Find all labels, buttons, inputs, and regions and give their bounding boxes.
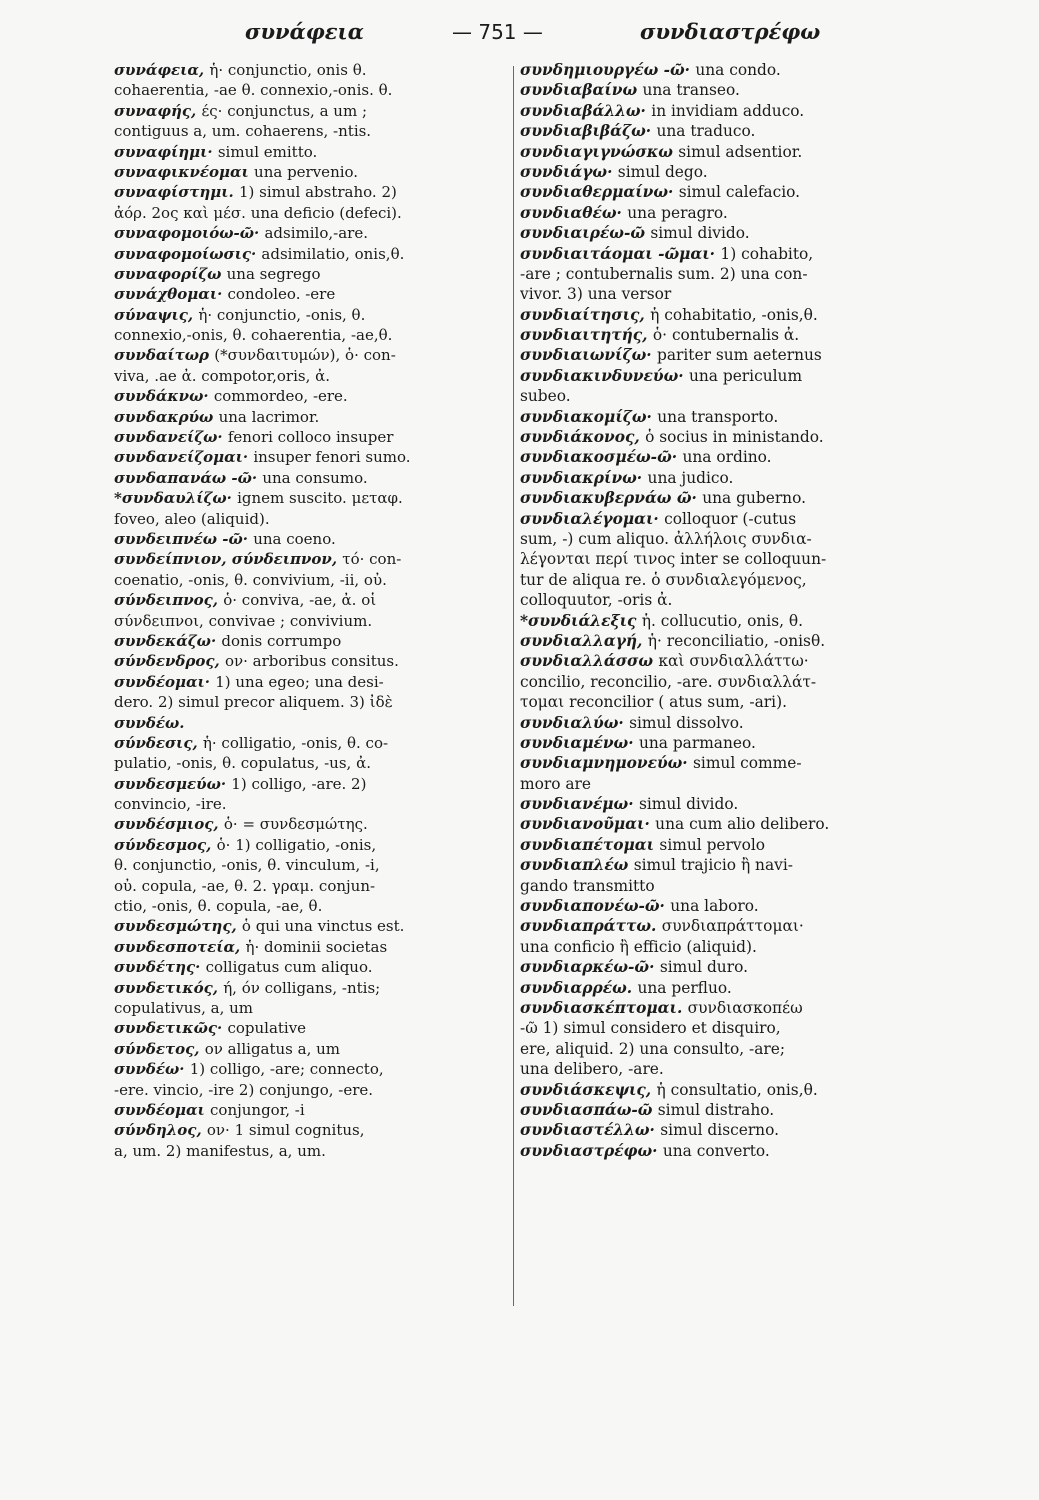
- headword: συνδιανέμω·: [520, 795, 639, 814]
- entry-line: [114, 896, 506, 916]
- definition: simul emitto.: [217, 142, 318, 161]
- headword: συνδαίτωρ: [114, 346, 215, 365]
- entry-line: [520, 692, 912, 712]
- definition: una perfluo.: [637, 978, 732, 997]
- headword: συνδιαστρέφω·: [520, 1141, 663, 1160]
- entry-line: [114, 80, 506, 100]
- definition: σύνδειπνοι, convivae ; convivium.: [114, 611, 373, 630]
- entry-line: [114, 427, 506, 447]
- entry-line: [114, 733, 506, 753]
- definition: una laboro.: [670, 897, 759, 916]
- entry-line: [520, 1059, 912, 1079]
- headword: συνδιακυβερνάω ῶ·: [520, 489, 703, 508]
- definition: subeo.: [520, 387, 571, 406]
- headword: συνδανείζω·: [114, 428, 228, 447]
- entry-line: [520, 60, 912, 80]
- definition: una ordino.: [682, 448, 772, 467]
- entry-line: [114, 447, 506, 467]
- entry-line: [114, 713, 506, 733]
- entry-line: [520, 713, 912, 733]
- entry-line: [520, 386, 912, 406]
- entry-line: [114, 611, 506, 631]
- definition: una pervenio.: [254, 162, 359, 181]
- entry-line: [520, 488, 912, 508]
- entry-line: [520, 244, 912, 264]
- definition: copulative: [227, 1019, 307, 1038]
- entry-line: [520, 896, 912, 916]
- entry-line: [114, 407, 506, 427]
- definition: τό· con-: [342, 550, 402, 569]
- entry-line: [520, 366, 912, 386]
- headword: συνδεσμώτης,: [114, 917, 242, 936]
- entry-line: [520, 611, 912, 631]
- definition: una transporto.: [657, 407, 779, 426]
- definition: donis corrumpo: [221, 631, 342, 650]
- entry-line: [114, 366, 506, 386]
- entry-line: [520, 651, 912, 671]
- definition: ctio, -onis, θ. copula, -ae, θ.: [114, 897, 323, 916]
- definition: θ. conjunctio, -onis, θ. vinculum, -i,: [114, 856, 380, 875]
- entry-line: [114, 121, 506, 141]
- definition: connexio,-onis, θ. cohaerentia, -ae,θ.: [114, 326, 393, 345]
- entry-line: [114, 509, 506, 529]
- definition: una transeo.: [642, 81, 740, 100]
- entry-line: [520, 835, 912, 855]
- definition: simul dego.: [617, 162, 708, 181]
- entry-line: [520, 590, 912, 610]
- entry-line: [114, 488, 506, 508]
- definition: una converto.: [662, 1141, 770, 1160]
- headword: συνάχθομαι·: [114, 285, 228, 304]
- entry-line: [114, 468, 506, 488]
- entry-line: [114, 570, 506, 590]
- definition: ὁ· = συνδεσμώτης.: [223, 815, 368, 834]
- headword: συναφικνέομαι: [114, 162, 255, 181]
- definition: ἡ· conjunctio, -onis, θ.: [198, 305, 366, 324]
- headword: συνδεκάζω·: [114, 631, 222, 650]
- definition: ignem suscito. μεταφ.: [237, 489, 403, 508]
- headword: συναφίημι·: [114, 142, 218, 161]
- definition: fenori colloco insuper: [227, 428, 394, 447]
- headword: συνδιαβάλλω·: [520, 101, 652, 120]
- definition: καὶ συνδιαλλάττω·: [658, 652, 809, 671]
- entry-line: [520, 529, 912, 549]
- headword: συνδιασκέπτομαι.: [520, 998, 688, 1017]
- entry-line: [114, 60, 506, 80]
- entry-line: [520, 916, 912, 936]
- running-head-right: συνδιαστρέφω: [640, 19, 821, 44]
- entry-line: [114, 794, 506, 814]
- entry-line: [114, 590, 506, 610]
- entry-line: [114, 835, 506, 855]
- headword: συνδιαιτητής,: [520, 326, 653, 345]
- entry-line: [520, 427, 912, 447]
- entry-line: [114, 916, 506, 936]
- entry-line: [520, 957, 912, 977]
- definition: moro are: [520, 774, 592, 793]
- headword: συνδέω·: [114, 1060, 190, 1079]
- definition: una traduco.: [656, 122, 756, 141]
- definition: ὁ· 1) colligatio, -onis,: [216, 835, 377, 854]
- definition: οὐ. copula, -ae, θ. 2. γραμ. conjun-: [114, 876, 376, 895]
- definition: commordeo, -ere.: [213, 387, 348, 406]
- headword: σύνδηλος,: [114, 1121, 207, 1140]
- entry-line: [520, 631, 912, 651]
- entry-line: [114, 529, 506, 549]
- entry-line: [520, 1039, 912, 1059]
- definition: pariter sum aeternus: [656, 346, 822, 365]
- definition: simul comme-: [693, 754, 802, 773]
- entry-line: [114, 1100, 506, 1120]
- definition: 1) una egeo; una desi-: [215, 672, 384, 691]
- definition: sum, -) cum aliquo. ἀλλήλοις συνδια-: [520, 529, 812, 548]
- definition: ές· conjunctus, a um ;: [201, 101, 367, 120]
- entry-line: [114, 549, 506, 569]
- headword: συνδειπνέω -ῶ·: [114, 529, 254, 548]
- entry-line: [520, 549, 912, 569]
- headword: συνδέσμιος,: [114, 815, 224, 834]
- entry-line: [520, 937, 912, 957]
- definition: una parmaneo.: [638, 733, 756, 752]
- definition: ὁ· conviva, -ae, ἀ. οἱ: [223, 591, 377, 610]
- entry-line: [520, 407, 912, 427]
- definition: simul distraho.: [657, 1100, 775, 1119]
- entry-line: [520, 1141, 912, 1161]
- headword: συνδετικῶς·: [114, 1019, 228, 1038]
- definition: (*συνδαιτυμών), ὁ· con-: [214, 346, 396, 365]
- definition: ἡ· dominii societas: [245, 937, 388, 956]
- definition: ὁ qui una vinctus est.: [241, 917, 405, 936]
- entry-line: [520, 142, 912, 162]
- headword: συνδέομαι·: [114, 672, 216, 691]
- definition: condoleo. -ere: [227, 285, 336, 304]
- headword: *συνδιάλεξις: [520, 611, 642, 630]
- entry-line: [520, 121, 912, 141]
- definition: -ῶ 1) simul considero et disquiro,: [520, 1019, 781, 1038]
- definition: ἡ· conjunctio, onis θ.: [209, 61, 367, 79]
- definition: una condo.: [695, 61, 781, 79]
- entry-line: [520, 998, 912, 1018]
- definition: in invidiam adduco.: [651, 101, 805, 120]
- running-head-left: συνάφεια: [245, 19, 364, 44]
- definition: adsimilo,-are.: [264, 224, 368, 243]
- headword: συνδιαθέω·: [520, 203, 628, 222]
- entry-line: [520, 733, 912, 753]
- entry-line: [114, 284, 506, 304]
- headword: σύνδεσις,: [114, 733, 203, 752]
- entry-line: [114, 1018, 506, 1038]
- entry-line: [114, 142, 506, 162]
- headword: συνδιαβιβάζω·: [520, 122, 657, 141]
- definition: ἡ cohabitatio, -onis,θ.: [650, 305, 818, 324]
- headword: συναφομοιόω-ῶ·: [114, 224, 265, 243]
- headword: συνδιακρίνω·: [520, 468, 648, 487]
- headword: συνδείπνιον, σύνδειπνον,: [114, 550, 343, 569]
- entry-line: [520, 182, 912, 202]
- definition: una guberno.: [702, 489, 806, 508]
- headword: συνδετικός,: [114, 978, 224, 997]
- headword: συνδεσποτεία,: [114, 937, 246, 956]
- definition: ἡ. collucutio, onis, θ.: [641, 611, 804, 630]
- definition: convincio, -ire.: [114, 795, 227, 814]
- entry-line: [114, 814, 506, 834]
- headword: συνδανείζομαι·: [114, 448, 254, 467]
- entry-line: [114, 101, 506, 121]
- headword: συνδιαιτάομαι -ῶμαι·: [520, 244, 721, 263]
- entry-line: [520, 1120, 912, 1140]
- definition: ἡ· reconciliatio, -onisθ.: [647, 631, 826, 650]
- headword: συνδιαβαίνω: [520, 81, 643, 100]
- right-column: [520, 60, 912, 1161]
- headword: συνδιαλλάσσω: [520, 652, 659, 671]
- entry-line: [520, 774, 912, 794]
- definition: -are ; contubernalis sum. 2) una con-: [520, 264, 808, 283]
- entry-line: [114, 876, 506, 896]
- definition: simul adsentior.: [678, 142, 803, 161]
- definition: copulativus, a, um: [114, 998, 253, 1017]
- definition: λέγονται περί τινος inter se colloquun-: [520, 550, 827, 569]
- definition: simul calefacio.: [678, 183, 801, 202]
- headword: συνδιαμνημονεύω·: [520, 754, 694, 773]
- definition: simul pervolo: [659, 835, 766, 854]
- headword: σύνδετος,: [114, 1039, 205, 1058]
- entry-line: [114, 223, 506, 243]
- headword: συνδέομαι: [114, 1100, 211, 1119]
- entry-line: [114, 345, 506, 365]
- entry-line: [114, 305, 506, 325]
- definition: una lacrimor.: [218, 407, 320, 426]
- headword: συνδιαλλαγή,: [520, 631, 648, 650]
- entry-line: [520, 753, 912, 773]
- headword: συνδεσμεύω·: [114, 774, 232, 793]
- definition: gando transmitto: [520, 876, 655, 895]
- headword: συνδιαλύω·: [520, 713, 630, 732]
- definition: -ere. vincio, -ire 2) conjungo, -ere.: [114, 1080, 374, 1099]
- definition: una segrego: [226, 264, 321, 283]
- definition: simul trajicio ἢ navi-: [633, 856, 793, 875]
- left-column: [114, 60, 506, 1161]
- headword: συνδιαπλέω: [520, 856, 634, 875]
- definition: contiguus a, um. cohaerens, -ntis.: [114, 122, 372, 141]
- entry-line: [114, 1120, 506, 1140]
- entry-line: [520, 794, 912, 814]
- column-divider: [513, 66, 514, 1306]
- headword: συνδιάγω·: [520, 162, 618, 181]
- definition: pulatio, -onis, θ. copulatus, -us, ἀ.: [114, 754, 371, 773]
- definition: coenatio, -onis, θ. convivium, -ii, οὐ.: [114, 570, 387, 589]
- definition: una judico.: [647, 468, 734, 487]
- definition: viva, .ae ἀ. compotor,oris, ἀ.: [114, 366, 331, 385]
- definition: una cum alio delibero.: [655, 815, 830, 834]
- entry-line: [520, 223, 912, 243]
- headword: συνδιαμένω·: [520, 733, 639, 752]
- definition: una delibero, -are.: [520, 1060, 664, 1079]
- entry-line: [520, 978, 912, 998]
- entry-line: [520, 672, 912, 692]
- entry-line: [114, 386, 506, 406]
- entry-line: [520, 101, 912, 121]
- entry-line: [114, 1080, 506, 1100]
- headword: συνδιάκονος,: [520, 428, 646, 447]
- headword: σύνδεσμος,: [114, 835, 217, 854]
- definition: ὁ· contubernalis ἀ.: [652, 326, 800, 345]
- definition: ἀόρ. 2ος καὶ μέσ. una deficio (defeci).: [114, 203, 402, 222]
- definition: una periculum: [688, 366, 803, 385]
- page-number: — 751 —: [452, 20, 543, 44]
- entry-line: [114, 325, 506, 345]
- headword: συναφομοίωσις·: [114, 244, 262, 263]
- entry-line: [520, 345, 912, 365]
- definition: 1) simul abstraho. 2): [239, 183, 397, 202]
- definition: ἡ· colligatio, -onis, θ. co-: [202, 733, 389, 752]
- headword: συνδιαίτησις,: [520, 305, 651, 324]
- definition: ἡ consultatio, onis,θ.: [656, 1080, 818, 1099]
- definition: simul dissolvo.: [629, 713, 744, 732]
- definition: una consumo.: [262, 468, 368, 487]
- headword: σύναψις,: [114, 305, 199, 324]
- entry-line: [114, 182, 506, 202]
- entry-line: [114, 692, 506, 712]
- entry-line: [114, 998, 506, 1018]
- definition: 1) cohabito,: [720, 244, 814, 263]
- definition: συνδιαπράττομαι·: [661, 917, 804, 936]
- definition: vivor. 3) una versor: [520, 285, 672, 304]
- headword: συνδημιουργέω -ῶ·: [520, 61, 696, 79]
- definition: una conficio ἢ efficio (aliquid).: [520, 937, 757, 956]
- definition: colloquutor, -oris ἀ.: [520, 591, 673, 610]
- entry-line: [520, 80, 912, 100]
- entry-line: [520, 284, 912, 304]
- definition: adsimilatio, onis,θ.: [261, 244, 405, 263]
- headword: συνδέτης·: [114, 958, 206, 977]
- entry-line: [114, 264, 506, 284]
- headword: συνδιαρρέω.: [520, 978, 638, 997]
- entry-line: [114, 651, 506, 671]
- definition: ere, aliquid. 2) una consulto, -are;: [520, 1039, 786, 1058]
- headword: συνάφεια,: [114, 61, 210, 79]
- headword: συνδιαλέγομαι·: [520, 509, 665, 528]
- definition: cohaerentia, -ae θ. connexio,-onis. θ.: [114, 81, 393, 100]
- entry-line: [114, 1141, 506, 1161]
- definition: ον· 1 simul cognitus,: [206, 1121, 365, 1140]
- definition: 1) colligo, -are. 2): [231, 774, 367, 793]
- definition: tur de aliqua re. ὁ συνδιαλεγόμενος,: [520, 570, 807, 589]
- headword: συνδαπανάω -ῶ·: [114, 468, 263, 487]
- entry-line: [114, 203, 506, 223]
- headword: συνδιαπέτομαι: [520, 835, 660, 854]
- headword: *συνδαυλίζω·: [114, 489, 238, 508]
- entry-line: [520, 162, 912, 182]
- definition: ον· arboribus consitus.: [224, 652, 399, 671]
- entry-line: [114, 753, 506, 773]
- headword: συνδιαπονέω-ῶ·: [520, 897, 671, 916]
- entry-line: [114, 672, 506, 692]
- headword: συνδιακινδυνεύω·: [520, 366, 689, 385]
- headword: συνδιαγιγνώσκω: [520, 142, 679, 161]
- headword: συνδιανοῦμαι·: [520, 815, 656, 834]
- definition: simul divido.: [650, 224, 750, 243]
- entry-line: [114, 937, 506, 957]
- definition: conjungor, -i: [210, 1100, 305, 1119]
- definition: συνδιασκοπέω: [687, 998, 803, 1017]
- headword: σύνδειπνος,: [114, 591, 224, 610]
- definition: a, um. 2) manifestus, a, um.: [114, 1141, 326, 1160]
- entry-line: [114, 244, 506, 264]
- definition: dero. 2) simul precor aliquem. 3) ἰδὲ: [114, 693, 393, 712]
- definition: colloquor (-cutus: [664, 509, 797, 528]
- entry-line: [520, 855, 912, 875]
- entry-line: [520, 305, 912, 325]
- headword: συνδέω.: [114, 713, 185, 732]
- entry-line: [520, 468, 912, 488]
- definition: concilio, reconcilio, -are. συνδιαλλάτ-: [520, 672, 817, 691]
- entry-line: [114, 774, 506, 794]
- entry-line: [114, 1059, 506, 1079]
- entry-line: [114, 631, 506, 651]
- definition: foveo, aleo (aliquid).: [114, 509, 270, 528]
- definition: una coeno.: [253, 529, 336, 548]
- headword: συνδιαιωνίζω·: [520, 346, 657, 365]
- headword: συναφίστημι.: [114, 183, 239, 202]
- entry-line: [520, 1080, 912, 1100]
- headword: συνδιακομίζω·: [520, 407, 658, 426]
- headword: συνδιαιρέω-ῶ: [520, 224, 651, 243]
- entry-line: [114, 162, 506, 182]
- definition: 1) colligo, -are; connecto,: [189, 1060, 384, 1079]
- entry-line: [114, 957, 506, 977]
- entry-line: [520, 325, 912, 345]
- headword: συνδιασπάω-ῶ: [520, 1100, 658, 1119]
- entry-line: [520, 203, 912, 223]
- headword: συνδάκνω·: [114, 387, 214, 406]
- entry-line: [520, 814, 912, 834]
- headword: συναφορίζω: [114, 264, 227, 283]
- entry-line: [520, 509, 912, 529]
- headword: συνδιαπράττω.: [520, 917, 662, 936]
- definition: ή, όν colligans, -ntis;: [223, 978, 381, 997]
- entry-line: [520, 447, 912, 467]
- definition: ον alligatus a, um: [204, 1039, 341, 1058]
- entry-line: [114, 978, 506, 998]
- definition: simul divido.: [638, 795, 739, 814]
- headword: συνδιακοσμέω-ῶ·: [520, 448, 683, 467]
- entry-line: [114, 855, 506, 875]
- definition: colligatus cum aliquo.: [205, 958, 373, 977]
- headword: συνδιάσκεψις,: [520, 1080, 657, 1099]
- definition: simul discerno.: [660, 1121, 779, 1140]
- headword: σύνδενδρος,: [114, 652, 225, 671]
- headword: συνδιαστέλλω·: [520, 1121, 661, 1140]
- definition: una peragro.: [627, 203, 728, 222]
- entry-line: [114, 1039, 506, 1059]
- entry-line: [520, 1018, 912, 1038]
- definition: simul duro.: [659, 958, 748, 977]
- headword: συνδιαθερμαίνω·: [520, 183, 679, 202]
- headword: συνδακρύω: [114, 407, 219, 426]
- entry-line: [520, 264, 912, 284]
- definition: τομαι reconcilior ( atus sum, -ari).: [520, 693, 787, 712]
- headword: συναφής,: [114, 101, 202, 120]
- entry-line: [520, 1100, 912, 1120]
- definition: insuper fenori sumo.: [253, 448, 411, 467]
- definition: ὁ socius in ministando.: [645, 428, 824, 447]
- entry-line: [520, 876, 912, 896]
- headword: συνδιαρκέω-ῶ·: [520, 958, 660, 977]
- entry-line: [520, 570, 912, 590]
